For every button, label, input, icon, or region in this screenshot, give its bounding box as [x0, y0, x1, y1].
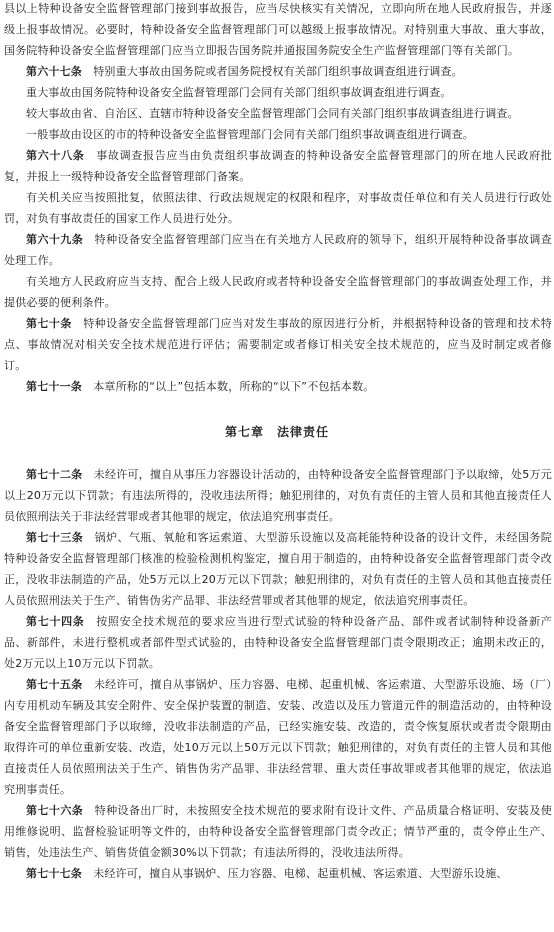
paragraph-text: 本章所称的“以上”包括本数，所称的“以下”不包括本数。	[93, 380, 375, 393]
paragraph-text: 按照安全技术规范的要求应当进行型式试验的特种设备产品、部件或者试制特种设备新产品、新部件，未进行整机或者部件型式试验的，由特种设备安全监督管理部门责令限期改正；逾期未改正的，处2万元以上10万元以下罚款。	[4, 615, 552, 670]
article-number: 第七十四条	[26, 615, 85, 628]
paragraph-text: 特种设备安全监督管理部门应当在有关地方人民政府的领导下，组织开展特种设备事故调查处理工作。	[4, 233, 553, 267]
paragraph-text: 有关机关应当按照批复，依照法律、行政法规规定的权限和程序，对事故责任单位和有关人员进行行政处罚，对负有事故责任的国家工作人员进行处分。	[4, 191, 552, 225]
paragraph	[0, 800, 554, 863]
paragraph	[0, 674, 554, 800]
paragraph-text: 未经许可，擅自从事锅炉、压力容器、电梯、起重机械、客运索道、大型游乐设施、	[93, 867, 508, 880]
paragraph	[0, 464, 554, 527]
paragraph-text: 特种设备安全监督管理部门应当对发生事故的原因进行分析，并根据特种设备的管理和技术特点、事故情况对相关安全技术规范进行评估；需要制定或者修订相关安全技术规范的，应当及时制定或者修订。	[4, 317, 552, 372]
paragraph-text: 事故调查报告应当由负责组织事故调查的特种设备安全监督管理部门的所在地人民政府批复，并报上一级特种设备安全监督管理部门备案。	[4, 149, 552, 183]
article-number: 第七十三条	[26, 531, 84, 544]
article-number: 第七十一条	[26, 380, 82, 393]
paragraph-text: 特别重大事故由国务院或者国务院授权有关部门组织事故调查组进行调查。	[93, 65, 463, 78]
paragraph	[0, 187, 554, 229]
paragraph	[0, 271, 554, 313]
chapter-title: 第七章 法律责任	[224, 425, 329, 439]
paragraph	[0, 229, 554, 271]
paragraph-text: 有关地方人民政府应当支持、配合上级人民政府或者特种设备安全监督管理部门的事故调查处理工作，并提供必要的便利条件。	[4, 275, 552, 309]
paragraph	[0, 124, 554, 145]
paragraph	[0, 611, 554, 674]
paragraph-text: 重大事故由国务院特种设备安全监督管理部门会同有关部门组织事故调查组进行调查。	[26, 86, 452, 99]
article-number: 第七十五条	[26, 678, 83, 691]
paragraph	[0, 313, 554, 376]
article-number: 第六十九条	[26, 233, 84, 246]
article-number: 第六十七条	[26, 65, 82, 78]
paragraph	[0, 145, 554, 187]
paragraph	[0, 0, 554, 61]
article-number: 第七十条	[26, 317, 72, 330]
section-before-chapter	[0, 0, 554, 397]
paragraph-text: 一般事故由设区的市的特种设备安全监督管理部门会同有关部门组织事故调查组进行调查。	[26, 128, 474, 141]
paragraph-text: 锅炉、气瓶、氧舱和客运索道、大型游乐设施以及高耗能特种设备的设计文件，未经国务院特种设备安全监督管理部门核准的检验检测机构鉴定，擅自用于制造的，由特种设备安全监督管理部门责令改正，没收非法制造的产品，处5万元以上20万元以下罚款；触犯刑律的，对负有责任的主管人员和其他直接责任人员依照刑法关于生产、销售伪劣产品罪、非法经营罪或者其他罪的规定，依法追究刑事责任。	[4, 531, 553, 607]
article-number: 第七十二条	[26, 468, 83, 481]
paragraph	[0, 527, 554, 611]
paragraph	[0, 61, 554, 82]
paragraph-text: 未经许可，擅自从事锅炉、压力容器、电梯、起重机械、客运索道、大型游乐设施、场（厂）内专用机动车辆及其安全附件、安全保护装置的制造、安装、改造以及压力管道元件的制造活动的，由特种设备安全监督管理部门予以取缔，没收非法制造的产品，已经实施安装、改造的，责令恢复原状或者责令限期由取得许可的单位重新安装、改造，处10万元以上50万元以下罚款；触犯刑律的，对负有责任的主管人员和其他直接责任人员依照刑法关于生产、销售伪劣产品罪、非法经营罪、重大责任事故罪或者其他罪的规定，依法追究刑事责任。	[4, 678, 553, 796]
paragraph-text: 未经许可，擅自从事压力容器设计活动的，由特种设备安全监督管理部门予以取缔，处5万元以上20万元以下罚款；有违法所得的，没收违法所得；触犯刑律的，对负有责任的主管人员和其他直接责任人员依照刑法关于非法经营罪或者其他罪的规定，依法追究刑事责任。	[4, 468, 552, 523]
article-number: 第七十七条	[26, 867, 82, 880]
paragraph-text: 县以上特种设备安全监督管理部门接到事故报告，应当尽快核实有关情况，立即向所在地人民政府报告，并逐级上报事故情况。必要时，特种设备安全监督管理部门可以越级上报事故情况。对特别重大事故、重大事故，国务院特种设备安全监督管理部门应当立即报告国务院并通报国务院安全生产监督管理部门等有关部门。	[4, 2, 552, 57]
paragraph-text: 较大事故由省、自治区、直辖市特种设备安全监督管理部门会同有关部门组织事故调查组进行调查。	[26, 107, 519, 120]
paragraph	[0, 863, 554, 884]
paragraph-text: 特种设备出厂时，未按照安全技术规范的要求附有设计文件、产品质量合格证明、安装及使用维修说明、监督检验证明等文件的，由特种设备安全监督管理部门责令改正；情节严重的，责令停止生产、销售，处违法生产、销售货值金额30%以下罚款；有违法所得的，没收违法所得。	[4, 804, 553, 859]
article-number: 第六十八条	[26, 149, 85, 162]
paragraph	[0, 82, 554, 103]
paragraph	[0, 103, 554, 124]
section-after-chapter	[0, 464, 554, 884]
paragraph	[0, 376, 554, 397]
article-number: 第七十六条	[26, 804, 84, 817]
